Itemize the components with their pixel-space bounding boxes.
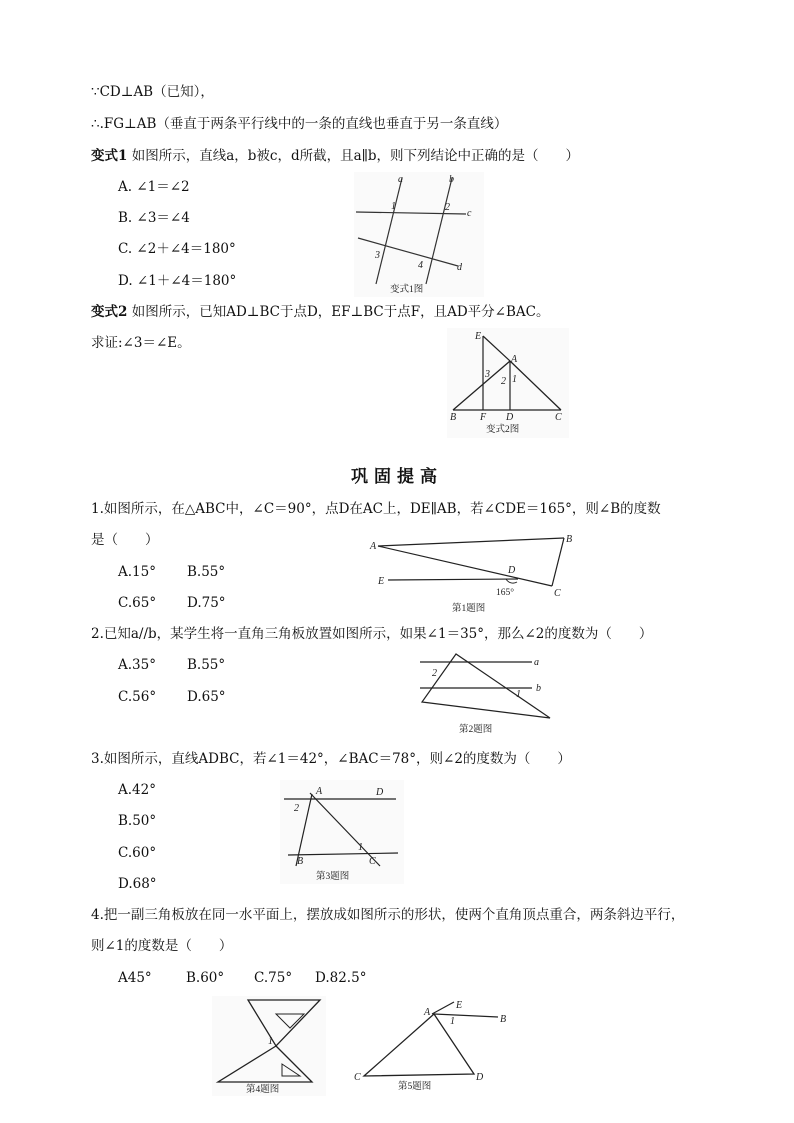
question-1-figure [368,530,580,614]
label-angle-1: 1 [358,842,363,853]
figure-caption: 变式1图 [390,285,424,295]
label-a: A [511,354,518,365]
question-2-figure [414,650,554,736]
label-angle-1: 1 [391,201,396,212]
label-165: 165° [496,588,515,598]
text-line-1: ∵CD⊥AB（已知）， [91,84,214,100]
segment-ab [378,538,564,546]
variant-1-option-b: B. ∠3＝∠4 [118,210,190,226]
variant-1-question [91,147,579,165]
label-a: a [534,657,539,668]
variant-1-text: 如图所示，直线a，b被c，d所截，且a∥b，则下列结论中正确的是（ ） [131,148,580,164]
label-b: b [536,683,541,694]
label-c: C [369,856,376,867]
variant-1-figure [354,172,484,297]
question-2-text: 2.已知a//b，某学生将一直角三角板放置如图所示，如果∠1＝35°，那么∠2的度数为（ ） [91,626,653,642]
question-4-figure [212,996,326,1096]
question-1-option-a: A.15° [118,564,156,580]
segment-bc [552,538,564,586]
triangle-acd [364,1014,474,1076]
label-b: B [566,534,573,545]
label-b: b [449,174,454,185]
question-3-option-b: B.50° [118,813,157,829]
question-2-option-a: A.35° [118,657,156,673]
label-a: A [316,786,323,797]
question-4-text: 4.把一副三角板放在同一水平面上，摆放成如图所示的形状，使两个直角顶点重合，两条斜边平行， [91,907,685,923]
figure-caption: 第2题图 [459,725,493,735]
label-a: A [424,1007,431,1018]
label-c: C [354,1072,361,1083]
variant-2-text: 如图所示，已知AD⊥BC于点D，EF⊥BC于点F，且AD平分∠BAC。 [131,304,550,320]
label-angle-3: 3 [375,250,380,261]
segment-ed [388,579,518,580]
label-angle-4: 4 [418,260,423,271]
label-e: E [456,1000,463,1011]
variant-1-option-a: A. ∠1＝∠2 [118,179,190,195]
figure-caption: 第3题图 [316,872,350,882]
question-1-option-d: D.75° [187,595,226,611]
label-c: C [555,412,562,423]
label-d: d [457,262,462,273]
question-1-text-cont: 是（ ） [91,532,159,548]
label-d: D [506,412,514,423]
section-title: 巩固提高 [351,467,443,487]
variant-2-prove: 求证:∠3＝∠E。 [91,335,191,351]
question-1-option-c: C.65° [118,595,157,611]
label-e: E [475,331,482,342]
question-2-option-c: C.56° [118,689,157,705]
question-4-text-cont: 则∠1的度数是（ ） [91,938,233,954]
variant-2-tag: 变式2 [91,304,128,320]
variant-2-figure [447,328,569,438]
label-e: E [378,576,385,587]
label-a: a [398,174,403,185]
label-d: D [508,565,516,576]
label-angle-3: 3 [485,369,490,380]
label-b: B [500,1014,507,1025]
variant-1-tag: 变式1 [91,148,128,164]
label-c: c [467,208,472,219]
question-1-option-b: B.55° [187,564,226,580]
label-angle-1: 1 [512,374,517,385]
question-5-figure [350,996,510,1094]
question-3-text: 3.如图所示，直线ADBC，若∠1＝42°，∠BAC＝78°，则∠2的度数为（ ） [91,751,571,767]
question-4-option-c: C.75° [254,970,293,986]
question-4-option-a: A45° [118,970,152,986]
label-angle-2: 2 [432,668,437,679]
ray-ae [432,1002,454,1014]
question-4-option-b: B.60° [186,970,225,986]
label-a: A [370,541,377,552]
variant-1-option-c: C. ∠2＋∠4＝180° [118,241,236,257]
text-line-2: ∴.FG⊥AB（垂直于两条平行线中的一条的直线也垂直于另一条直线） [91,116,508,132]
label-b: B [450,412,457,423]
ray-ab [434,1014,498,1017]
question-1-text: 1.如图所示，在△ABC中，∠C＝90°，点D在AC上，DE∥AB，若∠CDE＝165°，则∠B的度数 [91,501,661,517]
figure-caption: 第5题图 [398,1082,432,1092]
label-angle-1: 1 [450,1016,455,1027]
label-d: D [476,1072,484,1083]
label-angle-2: 2 [445,202,450,213]
label-angle-2: 2 [501,376,506,387]
label-angle-2: 2 [294,803,299,814]
variant-1-option-d: D. ∠1＋∠4＝180° [118,273,237,289]
figure-background [280,780,404,884]
label-angle-1: 1 [268,1036,273,1047]
question-3-option-a: A.42° [118,782,156,798]
set-square-triangle [422,654,550,718]
figure-caption: 第4题图 [246,1085,280,1095]
label-d: D [376,787,384,798]
question-2-option-b: B.55° [187,657,226,673]
question-3-option-d: D.68° [118,876,157,892]
figure-caption: 第1题图 [452,604,486,614]
question-3-option-c: C.60° [118,845,157,861]
label-c: C [554,588,561,599]
question-2-option-d: D.65° [187,689,226,705]
figure-background [354,172,484,297]
figure-caption: 变式2图 [486,425,520,435]
question-3-figure [280,780,404,884]
variant-2-question [91,303,549,321]
question-4-option-d: D.82.5° [315,970,367,986]
label-angle-1: 1 [516,689,521,700]
label-f: F [480,412,487,423]
label-b: B [297,856,304,867]
